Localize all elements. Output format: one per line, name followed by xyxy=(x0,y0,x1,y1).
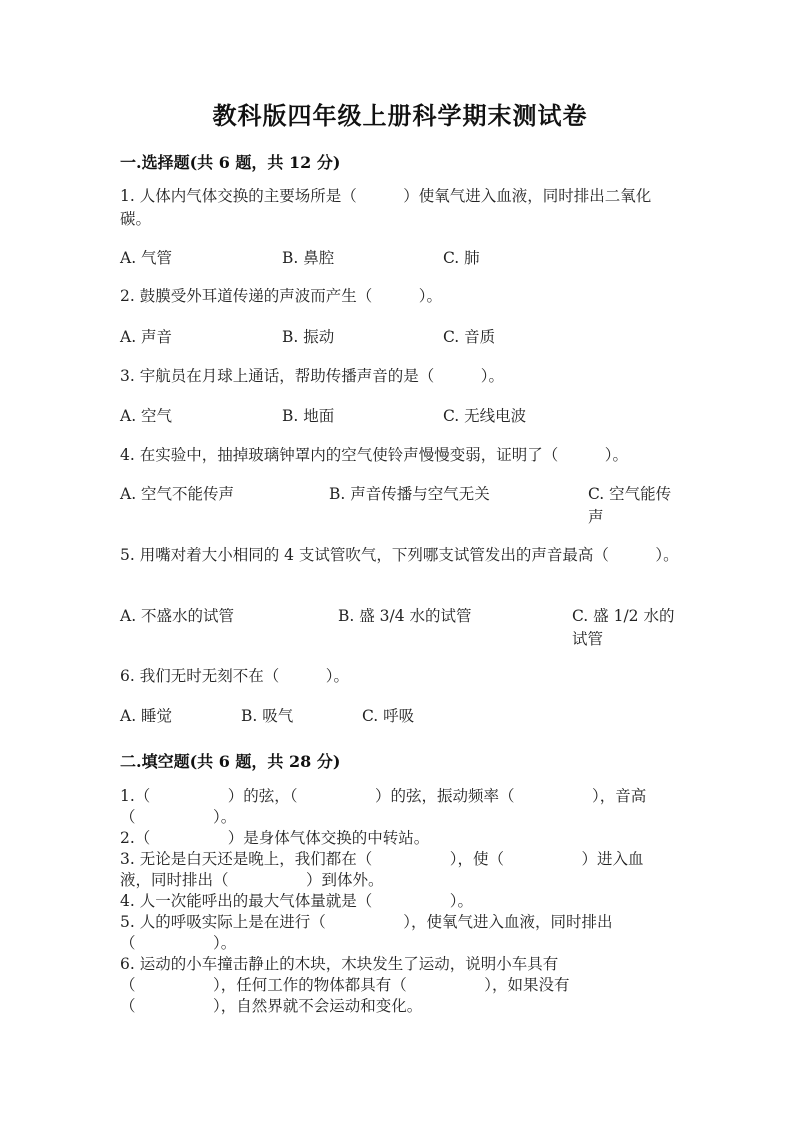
question-4: 4. 在实验中，抽掉玻璃钟罩内的空气使铃声慢慢变弱，证明了（ ）。 xyxy=(120,446,628,464)
fill-line: （ ）。 xyxy=(120,934,237,952)
fill-line: 2.（ ）是身体气体交换的中转站。 xyxy=(120,829,430,847)
option-c: C. 无线电波 xyxy=(443,407,527,425)
question-3: 3. 宇航员在月球上通话，帮助传播声音的是（ ）。 xyxy=(120,367,504,385)
option-c: C. 肺 xyxy=(443,249,480,267)
option-a: A. 不盛水的试管 xyxy=(120,607,235,625)
option-c: C. 呼吸 xyxy=(362,707,415,725)
fill-line: （ ）。 xyxy=(120,808,237,826)
option-b: B. 声音传播与空气无关 xyxy=(329,485,490,503)
fill-line: 液，同时排出（ ）到体外。 xyxy=(120,871,384,889)
option-b: B. 盛 3/4 水的试管 xyxy=(338,607,472,625)
fill-blank-list xyxy=(120,786,680,1017)
question-5: 5. 用嘴对着大小相同的 4 支试管吹气，下列哪支试管发出的声音最高（ ）。 xyxy=(120,546,679,564)
option-b: B. 振动 xyxy=(282,328,335,346)
section-heading-choice: 一.选择题(共 6 题，共 12 分) xyxy=(120,153,341,172)
question-6: 6. 我们无时无刻不在（ ）。 xyxy=(120,667,349,685)
fill-line: 4. 人一次能呼出的最大气体量就是（ ）。 xyxy=(120,892,473,910)
fill-line: 1.（ ）的弦，（ ）的弦，振动频率（ ），音高 xyxy=(120,787,647,805)
question-2: 2. 鼓膜受外耳道传递的声波而产生（ ）。 xyxy=(120,287,442,305)
option-c: C. 音质 xyxy=(443,328,496,346)
fill-line: （ ），任何工作的物体都具有（ ），如果没有 xyxy=(120,976,570,994)
fill-line: 3. 无论是白天还是晚上，我们都在（ ），使（ ）进入血 xyxy=(120,850,644,868)
option-a: A. 空气不能传声 xyxy=(120,485,235,503)
option-c: C. 空气能传声 xyxy=(588,485,672,526)
option-b: B. 地面 xyxy=(282,407,335,425)
fill-line: （ ），自然界就不会运动和变化。 xyxy=(120,997,423,1015)
option-b: B. 吸气 xyxy=(241,707,294,725)
option-a: A. 气管 xyxy=(120,249,173,267)
fill-line: 6. 运动的小车撞击静止的木块，木块发生了运动，说明小车具有 xyxy=(120,955,559,973)
option-a: A. 空气 xyxy=(120,407,173,425)
options-4 xyxy=(120,483,680,529)
option-c: C. 盛 1/2 水的试管 xyxy=(572,607,675,648)
option-b: B. 鼻腔 xyxy=(282,249,335,267)
option-a: A. 声音 xyxy=(120,328,173,346)
option-a: A. 睡觉 xyxy=(120,707,173,725)
section-heading-fill: 二.填空题(共 6 题，共 28 分) xyxy=(120,752,341,771)
question-1: 1. 人体内气体交换的主要场所是（ ）使氧气进入血液，同时排出二氧化碳。 xyxy=(120,187,652,228)
page-title: 教科版四年级上册科学期末测试卷 xyxy=(212,101,588,130)
options-6 xyxy=(120,705,680,751)
fill-line: 5. 人的呼吸实际上是在进行（ ），使氧气进入血液，同时排出 xyxy=(120,913,613,931)
options-5 xyxy=(120,605,680,651)
